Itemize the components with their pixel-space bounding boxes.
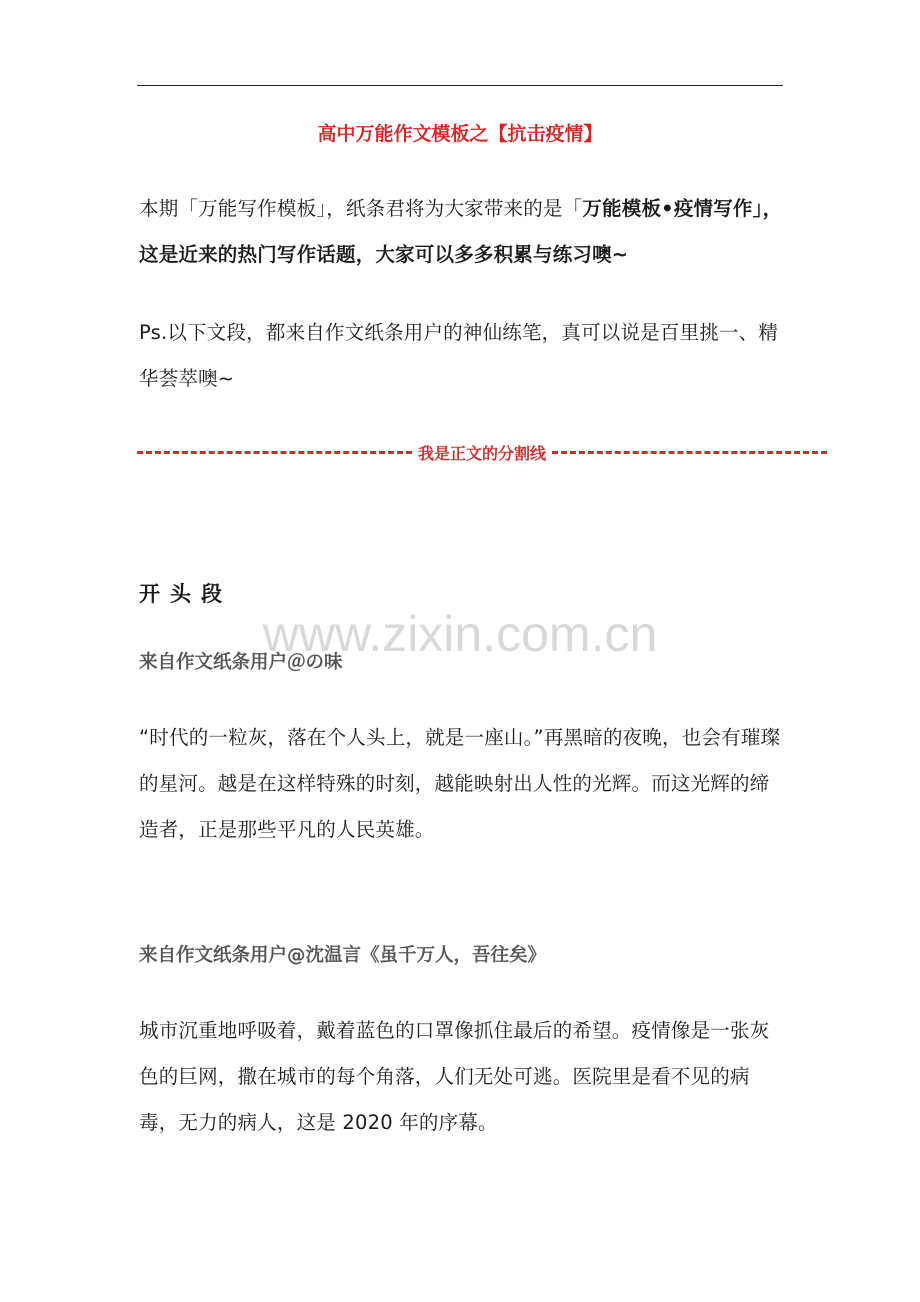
divider-label: 我是正文的分割线 (418, 443, 547, 463)
section-heading: 开头段 (139, 582, 232, 606)
intro-text: 本期「万能写作模板」，纸条君将为大家带来的是「 (139, 197, 583, 220)
excerpt-text: “时代的一粒灰，落在个人头上，就是一座山。”再黑暗的夜晚，也会有璀璨的星河。越是在这样特殊的时刻，越能映射出人性的光辉。而这光辉的缔造者，正是那些平凡的人民英雄。 (139, 726, 781, 841)
divider-dash-right (552, 451, 827, 454)
excerpt-author: 来自作文纸条用户@沈温言《虽千万人，吾往矣》 (139, 945, 547, 966)
document-title: 高中万能作文模板之【抗击疫情】 (317, 123, 603, 145)
excerpt-text: 城市沉重地呼吸着，戴着蓝色的口罩像抓住最后的希望。疫情像是一张灰色的巨网，撒在城市的每个角落，人们无处可逃。医院里是看不见的病毒，无力的病人，这是 2020 年的序幕。 (139, 1019, 770, 1134)
intro-paragraph (139, 186, 789, 278)
ps-paragraph: Ps.以下文段，都来自作文纸条用户的神仙练笔，真可以说是百里挑一、精华荟萃噢~ (139, 321, 779, 390)
excerpt-author: 来自作文纸条用户＠の味 (139, 652, 343, 673)
divider-dash-left (137, 451, 412, 454)
section-divider (137, 437, 827, 467)
intro-bold-text: 万能模板•疫情写作」，这是近来的热门写作话题，大家可以多多积累与练习噢~ (139, 197, 783, 266)
header-rule (137, 85, 783, 86)
watermark: www.zixin.com.cn (262, 606, 658, 662)
